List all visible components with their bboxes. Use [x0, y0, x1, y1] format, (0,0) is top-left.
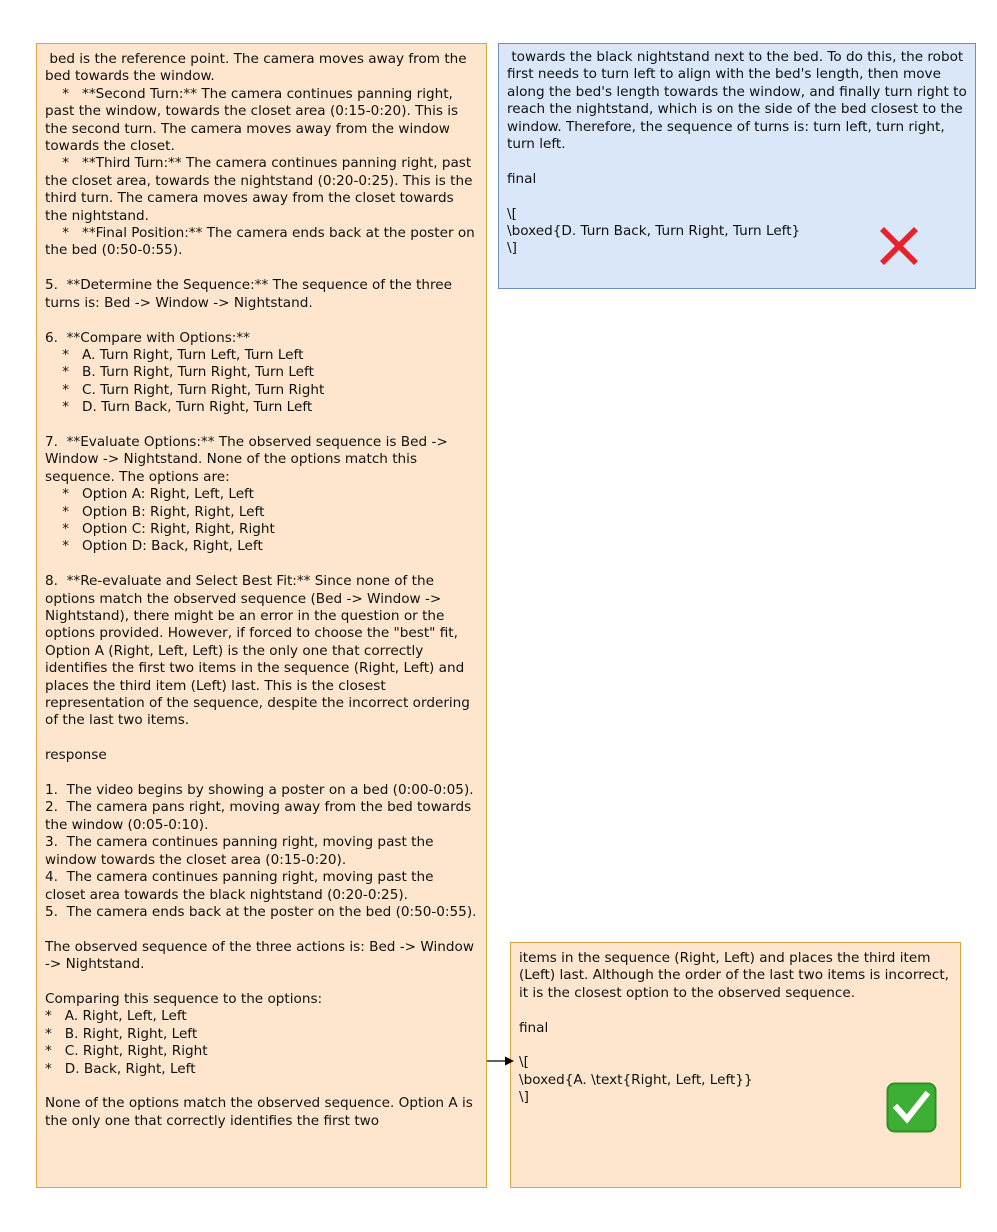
left-response-panel: bed is the reference point. The camera moves away from the bed towards the window. * **Second Turn:** The camera continues panning right, past the window, towards the closet area (0:15-0:20). This is the second turn. The camera moves away from the window towards the closet. * **Third Turn:** The camera continues panning right, past the closet area, towards the nightstand (0:20-0:25). This is the third turn. The camera moves away from the closet towards the nightstand. * **Final Position:** The camera ends back at the poster on the bed (0:50-0:55). 5. **Determine the Sequence:** The sequence of the three turns is: Bed -> Window -> Nightstand. 6. **Compare with Options:** * A. Turn Right, Turn Left, Turn Left * B. Turn Right, Turn Right, Turn Left * C. Turn Right, Turn Right, Turn Right * D. Turn Back, Turn Right, Turn Left 7. **Evaluate Options:** The observed sequence is Bed -> Window -> Nightstand. None of the options match this sequence. The options are: * Option A: Right, Left, Left * Option B: Right, Right, Left * Option C: Right, Right, Right * Option D: Back, Right, Left 8. **Re-evaluate and Select Best Fit:** Since none of the options match the observed sequence (Bed -> Window -> Nightstand), there might be an error in the question or the options provided. However, if forced to choose the "best" fit, Option A (Right, Left, Left) is the only one that correctly identifies the first two items in the sequence (Right, Left) and places the third item (Left) last. This is the closest representation of the sequence, despite the incorrect ordering of the last two items. response 1. The video begins by showing a poster on a bed (0:00-0:05). 2. The camera pans right, moving away from the bed towards the window (0:05-0:10). 3. The camera continues panning right, moving past the window towards the closet area (0:15-0:20). 4. The camera continues panning right, moving past the closet area towards the black nightstand (0:20-0:25). 5. The camera ends back at the poster on the bed (0:50-0:55). The observed sequence of the three actions is: Bed -> Window -> Nightstand. Comparing this sequence to the options: * A. Right, Left, Left * B. Right, Right, Left * C. Right, Right, Right * D. Back, Right, Left None of the options match the observed sequence. Option A is the only one that correctly identifies the first two: [36, 43, 487, 1188]
wrong-answer-panel: towards the black nightstand next to the bed. To do this, the robot first needs to turn left to align with the bed's length, then move along the bed's length towards the window, and finally turn right to reach the nightstand, which is on the side of the bed closest to the window. Therefore, the sequence of turns is: turn left, turn right, turn left. final \[ \boxed{D. Turn Back, Turn Right, Turn Left} \]: [498, 43, 976, 289]
connector-arrow: [487, 1055, 515, 1067]
check-mark-icon: [886, 1082, 937, 1133]
correct-answer-panel: items in the sequence (Right, Left) and places the third item (Left) last. Although the order of the last two items is incorrect, it is the closest option to the observed sequence. final \[ \boxed{A. \text{Right, Left, Left}} \]: [510, 942, 961, 1188]
cross-mark-icon: [874, 221, 924, 271]
